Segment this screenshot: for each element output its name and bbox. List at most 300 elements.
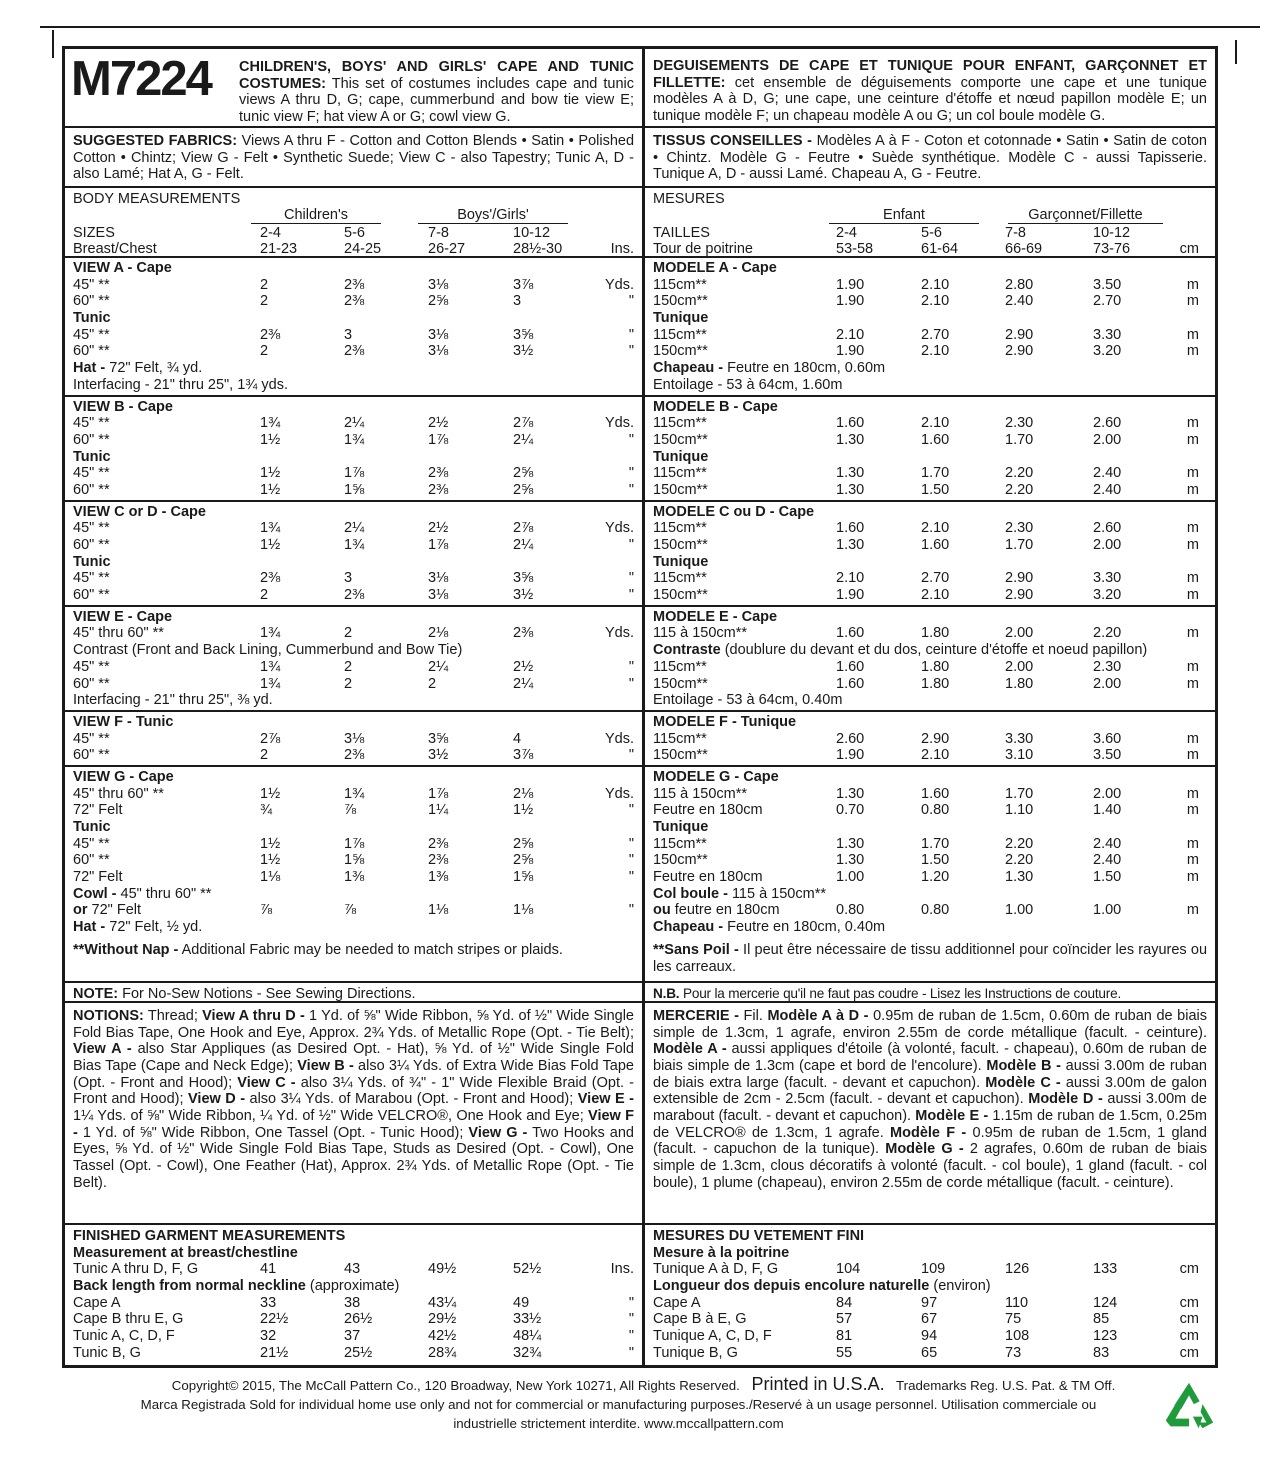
size-value: 2.80	[1005, 276, 1034, 293]
size-value: 1.60	[836, 625, 865, 642]
size-value: 1½	[260, 481, 281, 498]
row-label-text: Tunic A thru D, F, G	[73, 1261, 199, 1278]
row-label-text: 150cm**	[653, 431, 708, 448]
unit: "	[628, 570, 634, 587]
row-label-text: 150cm**	[653, 587, 708, 604]
size-value: 2.10	[921, 587, 950, 604]
unit: m	[1186, 802, 1199, 819]
row-label-text: 115 à 150cm**	[653, 785, 748, 802]
yardage-fr-row	[653, 659, 1207, 676]
notion-view-label: Modèle B -	[986, 1057, 1061, 1074]
yardage-en-row	[73, 293, 634, 310]
row-label	[653, 260, 777, 277]
notion-view-label: Modèle A -	[653, 1041, 727, 1058]
unit: m	[1186, 465, 1199, 482]
size-value: 3⅝	[428, 730, 449, 747]
row-label	[653, 587, 708, 604]
size-value: 2¼	[428, 658, 449, 675]
unit: Yds.	[604, 625, 634, 642]
size-value: 0.80	[921, 802, 950, 819]
yardage-en-row	[73, 731, 634, 748]
yardage-fr-heading	[653, 399, 1207, 416]
size-value: 2⅝	[513, 852, 534, 869]
size-value: 3	[344, 326, 353, 343]
row-label	[73, 570, 110, 587]
yardage-fr-row	[653, 852, 1207, 869]
row-label	[653, 554, 708, 571]
size-value: 2.10	[921, 276, 950, 293]
row-label-text: MESURES DU VETEMENT FINI	[653, 1227, 865, 1244]
size-value: 28¾	[428, 1344, 457, 1361]
measurements-header-en	[65, 188, 642, 258]
size-value: 94	[921, 1327, 938, 1344]
size-value: 0.80	[836, 902, 865, 919]
size-value: 1.70	[921, 835, 950, 852]
size-value: 1½	[513, 802, 534, 819]
finished-fr-row	[653, 1278, 1207, 1295]
notion-text: 1¼ Yds. of ⅝" Wide Ribbon, ¼ Yd. of ½" Wide VELCRO®, One Hook and Eye;	[73, 1108, 589, 1125]
size-value: 2⅜	[260, 326, 281, 343]
finished-fr-heading	[653, 1245, 1207, 1262]
unit: cm	[1179, 1311, 1199, 1328]
row-label	[653, 360, 885, 377]
row-label	[653, 399, 778, 416]
row-label	[653, 327, 707, 344]
yardage-fr-row	[653, 482, 1207, 499]
size-value: 1.30	[836, 537, 865, 553]
row-label-text: Cape B thru E, G	[73, 1311, 184, 1328]
yardage-en-heading	[73, 260, 634, 277]
unit: "	[628, 675, 634, 692]
yardage-en-row	[73, 537, 634, 554]
row-label	[73, 692, 273, 709]
yardage-en-row	[73, 327, 634, 344]
unit: m	[1186, 520, 1199, 537]
notion-text: also 3¼ Yds. of ¾" - 1" Wide Flexible Braid (Opt. - Front and Hood);	[73, 1074, 634, 1108]
size-value: 3⅛	[428, 326, 449, 343]
size-value: 21½	[260, 1344, 289, 1361]
row-label	[653, 343, 708, 360]
unit: m	[1186, 747, 1199, 764]
row-label	[73, 659, 110, 676]
yardage-fr-heading	[653, 310, 1207, 327]
finished-fr-row	[653, 1311, 1207, 1328]
notion-view-label: NOTIONS:	[73, 1007, 144, 1024]
size-value: 2	[344, 675, 353, 692]
row-label-text: Contrast (Front and Back Lining, Cummerbund and Bow Tie)	[73, 642, 463, 659]
size-value: 1½	[260, 431, 281, 448]
yardage-fr-row	[653, 343, 1207, 360]
size-value: 1⅞	[428, 431, 449, 448]
size-value: 3.20	[1093, 587, 1122, 604]
size-value: 1.70	[1005, 785, 1034, 802]
size-value: 2	[260, 587, 269, 604]
right-edge-mark	[1235, 40, 1237, 64]
size-value: 2.40	[1093, 852, 1122, 869]
size-value: 2.90	[1005, 570, 1034, 587]
size-value: 4	[513, 730, 522, 747]
yardage-fr-heading	[653, 714, 1207, 731]
size-value: 1.30	[836, 852, 865, 869]
size-value: 32	[260, 1327, 277, 1344]
row-label	[653, 836, 707, 853]
size-value: 2.20	[1093, 625, 1122, 642]
row-label	[653, 659, 707, 676]
yardage-fr-row	[653, 786, 1207, 803]
chest_label: Breast/Chest	[73, 241, 157, 258]
row-label-text: 60" **	[73, 293, 110, 310]
size-value: 2⅞	[513, 520, 534, 537]
yardage-fr-row	[653, 625, 1207, 642]
size-value: 75	[1005, 1311, 1022, 1328]
yardage-fr-row	[653, 377, 1207, 394]
size-value: 97	[921, 1294, 938, 1311]
unit: m	[1186, 785, 1199, 802]
size-value: 2¼	[513, 537, 534, 553]
size-value: 1¾	[344, 537, 365, 553]
row-label	[653, 714, 796, 731]
group-boys-girls: Boys'/Girls'	[418, 208, 568, 224]
size-value: 3.20	[1093, 343, 1122, 360]
size-value: 2.20	[1005, 852, 1034, 869]
size-value: 2.40	[1093, 835, 1122, 852]
row-label	[73, 819, 111, 836]
row-label-text: 115 à 150cm**	[653, 625, 748, 642]
size-value: 3	[344, 570, 353, 587]
notion-text: 1 Yd. of ⅝" Wide Ribbon, ⅝ Yd. of ½" Wide Single Fold Bias Tape, One Hook and Eye, Approx. 2¾ Yds. of Metallic Rope (Opt. - Tie Belt);	[73, 1007, 634, 1041]
row-label-bold: Back length from normal neckline	[73, 1277, 310, 1294]
yardage-en-row	[73, 415, 634, 432]
yardage-fr-view-block	[645, 607, 1215, 712]
footer-line-2: Marca Registrada Sold for individual home use only and not for commercial or manufacturing purposes./Reservé à un usage personnel. Utilisation commerciale ou	[140, 1397, 1097, 1412]
row-label	[73, 1295, 121, 1312]
row-label	[73, 415, 110, 432]
size-value: 1.60	[921, 785, 950, 802]
row-label-text: 115cm**	[653, 570, 707, 587]
row-label-text: Tunic	[73, 310, 111, 327]
row-label	[653, 1261, 778, 1278]
row-label-text: 60" **	[73, 343, 110, 360]
row-label	[653, 919, 885, 936]
row-label-text: Tunique	[653, 553, 709, 570]
size-value: ⅞	[260, 902, 273, 919]
yardage-fr-row	[653, 692, 1207, 709]
size-value: 3⅝	[513, 326, 534, 343]
size-value: 3.50	[1093, 276, 1122, 293]
chest-value: 26-27	[428, 241, 466, 258]
row-label-bold: or	[73, 902, 92, 919]
unit: "	[628, 747, 634, 764]
finished-en-row	[73, 1345, 634, 1362]
sizes-value: 7-8	[428, 224, 449, 241]
row-label-bold: ou	[653, 902, 675, 919]
unit: m	[1186, 902, 1199, 919]
row-label-text: 45" thru 60" **	[73, 785, 164, 802]
yardage-fr-row	[653, 432, 1207, 449]
row-label	[73, 852, 110, 869]
unit: Ins.	[610, 241, 634, 258]
unit: "	[628, 587, 634, 604]
notion-view-label: View A -	[73, 1041, 132, 1058]
row-label-text: (doublure du devant et du dos, ceinture d'étoffe et noeud papillon)	[724, 642, 1148, 659]
unit: "	[628, 869, 634, 886]
size-value: 2.00	[1005, 658, 1034, 675]
unit: cm	[1179, 241, 1199, 258]
row-label-bold: Chapeau -	[653, 919, 728, 936]
size-value: 104	[836, 1261, 861, 1278]
size-value: 2⅜	[344, 747, 365, 764]
row-label	[73, 1328, 175, 1345]
row-label-text: Tunique A, C, D, F	[653, 1327, 772, 1344]
row-label	[73, 520, 110, 537]
row-label-text: 115cm**	[653, 465, 707, 482]
row-label	[73, 277, 110, 294]
size-value: 2.60	[1093, 415, 1122, 432]
notion-view-label: Modèle C -	[985, 1074, 1061, 1091]
unit: m	[1186, 835, 1199, 852]
row-label-text: 115cm**	[653, 835, 707, 852]
size-value: 2.00	[1093, 785, 1122, 802]
size-value: 2.10	[921, 415, 950, 432]
unit: m	[1186, 415, 1199, 432]
nap-fr: **Sans Poil - Il peut être nécessaire de tissu additionnel pour coïncider les rayures ou les carreaux.	[645, 937, 1215, 983]
size-value: 22½	[260, 1311, 289, 1328]
size-value: 2¼	[344, 415, 365, 432]
size-value: 2.10	[921, 747, 950, 764]
row-label-bold: Hat -	[73, 360, 110, 377]
unit: m	[1186, 852, 1199, 869]
finished-en-row	[73, 1311, 634, 1328]
size-value: 1.60	[921, 537, 950, 553]
row-label	[73, 1228, 345, 1245]
unit: "	[628, 852, 634, 869]
notion-view-label: View B -	[297, 1057, 354, 1074]
size-value: 1.00	[836, 869, 865, 886]
sizes-value: 2-4	[260, 224, 281, 241]
row-label-text: 60" **	[73, 747, 110, 764]
sizes-value: 2-4	[836, 224, 857, 241]
size-value: 2½	[428, 415, 449, 432]
body-measurements-title: BODY MEASUREMENTS	[73, 191, 241, 207]
yardage-fr-row	[653, 919, 1207, 936]
size-value: 37	[344, 1327, 361, 1344]
size-value: ⅞	[344, 902, 357, 919]
size-value: 2.90	[921, 730, 950, 747]
unit: m	[1186, 293, 1199, 310]
row-label-text: VIEW F - Tunic	[73, 713, 174, 730]
size-value: 1.90	[836, 276, 865, 293]
size-value: 1.90	[836, 343, 865, 360]
size-value: 2.00	[1093, 431, 1122, 448]
row-label	[653, 1295, 701, 1312]
row-label-text: 60" **	[73, 675, 110, 692]
unit: "	[628, 1294, 634, 1311]
size-value: 2⅜	[428, 852, 449, 869]
row-label-text: 72" Felt, ¾ yd.	[109, 360, 203, 377]
yardage-fr-view-block	[645, 502, 1215, 607]
size-value: 67	[921, 1311, 938, 1328]
row-label-text: VIEW A - Cape	[73, 260, 172, 276]
row-label	[653, 609, 777, 626]
unit: "	[628, 343, 634, 360]
yardage-fr-row	[653, 327, 1207, 344]
row-label	[653, 886, 826, 903]
size-value: 3.30	[1093, 326, 1122, 343]
english-column	[65, 49, 645, 1365]
row-label-text: 115 à 150cm**	[731, 885, 826, 902]
yardage-en-row	[73, 886, 634, 903]
group-enfant: Enfant	[829, 208, 979, 224]
row-label	[73, 902, 141, 919]
yardage-fr-view-block	[645, 767, 1215, 937]
size-value: 1½	[260, 835, 281, 852]
notion-text: aussi 3.00m de galon extensible de 2cm - 2.5cm (facult. - devant et capuchon).	[653, 1074, 1207, 1108]
nap-en: **Without Nap - Additional Fabric may be needed to match stripes or plaids.	[65, 937, 642, 983]
yardage-fr-row	[653, 886, 1207, 903]
yardage-fr-row	[653, 293, 1207, 310]
unit: m	[1186, 625, 1199, 642]
size-value: 52½	[513, 1261, 542, 1278]
unit: "	[628, 481, 634, 498]
size-value: 2.30	[1005, 520, 1034, 537]
row-label	[73, 449, 111, 466]
yardage-fr-heading	[653, 609, 1207, 626]
unit: m	[1186, 481, 1199, 498]
row-label	[653, 449, 708, 466]
row-label	[73, 293, 110, 310]
notion-text: aussi 3.00m de ruban de biais extra large (facult. - devant et capuchon).	[653, 1057, 1207, 1091]
yardage-fr-heading	[653, 260, 1207, 277]
size-value: 2.00	[1005, 625, 1034, 642]
yardage-fr-row	[653, 537, 1207, 554]
row-label-text: Interfacing - 21" thru 25", 1¾ yds.	[73, 376, 289, 393]
unit: "	[628, 326, 634, 343]
row-label	[653, 625, 747, 642]
yardage-en-heading	[73, 449, 634, 466]
row-label-text: 60" **	[73, 587, 110, 604]
yardage-fr-row	[653, 731, 1207, 748]
row-label-text: 150cm**	[653, 343, 708, 360]
row-label-text: 115cm**	[653, 415, 707, 432]
row-label-text: MODELE G - Cape	[653, 768, 779, 785]
size-value: 55	[836, 1344, 853, 1361]
size-value: 1⅛	[513, 902, 534, 919]
description-en: CHILDREN'S, BOYS' AND GIRLS' CAPE AND TUNIC COSTUMES: This set of costumes includes cape and tunic views A thru D, G; cape, cummerbund and bow tie view E; tunic view F; hat view A or G; cowl view G.	[239, 59, 634, 126]
size-value: 1.30	[836, 835, 865, 852]
copyright-text: Copyright© 2015, The McCall Pattern Co., 120 Broadway, New York 10271, All Rights Reserved.	[171, 1378, 740, 1393]
unit: "	[628, 465, 634, 482]
row-label-text: 72" Felt, ½ yd.	[109, 919, 203, 936]
size-value: 2⅜	[344, 293, 365, 310]
size-value: 2¼	[513, 431, 534, 448]
row-label-text: Feutre en 180cm	[653, 869, 763, 886]
row-label-text: 45" **	[73, 326, 110, 343]
finished-fr-row	[653, 1261, 1207, 1278]
size-value: 2⅛	[513, 785, 534, 802]
size-value: 2⅜	[513, 625, 534, 642]
size-value: 2.70	[921, 570, 950, 587]
unit: Yds.	[604, 730, 634, 747]
sizes-value: 10-12	[1093, 224, 1131, 241]
row-label-text: 150cm**	[653, 293, 708, 310]
yardage-en-view-block	[65, 767, 642, 937]
row-label-bold: Longueur dos depuis encolure naturelle	[653, 1277, 934, 1294]
row-label	[73, 1345, 141, 1362]
yardage-en-row	[73, 852, 634, 869]
finished-en-row	[73, 1328, 634, 1345]
chest-value: 53-58	[836, 241, 874, 258]
size-value: 2⅜	[428, 481, 449, 498]
row-label-text: Tunic	[73, 553, 111, 570]
size-value: 2	[428, 675, 437, 692]
yardage-en-heading	[73, 819, 634, 836]
notion-view-label: View C -	[237, 1074, 296, 1091]
yardage-fr-row	[653, 465, 1207, 482]
yardage-fr-row	[653, 520, 1207, 537]
yardage-en-heading	[73, 504, 634, 521]
size-value: 1⅛	[260, 869, 281, 886]
trademark-text: Trademarks Reg. U.S. Pat. & TM Off.	[896, 1378, 1116, 1393]
yardage-en-view-block	[65, 502, 642, 607]
row-label	[653, 482, 708, 499]
row-label-text: VIEW E - Cape	[73, 608, 173, 625]
finished-en-row	[73, 1295, 634, 1312]
size-value: 1.30	[836, 481, 865, 498]
notion-view-label: Modèle A à D -	[767, 1007, 869, 1024]
row-label-text: 60" **	[73, 481, 110, 498]
row-label	[653, 852, 708, 869]
row-label-bold: Hat -	[73, 919, 110, 936]
size-value: 2¼	[513, 675, 534, 692]
notion-text: aussi 3.00m de marabout (facult. - devant et capuchon).	[653, 1091, 1207, 1125]
size-value: 49½	[428, 1261, 457, 1278]
row-label-text: Mesure à la poitrine	[653, 1244, 790, 1261]
size-value: 84	[836, 1294, 853, 1311]
size-value: 2⅜	[428, 835, 449, 852]
size-value: 3.50	[1093, 747, 1122, 764]
size-value: 1⅞	[428, 785, 449, 802]
row-label	[73, 360, 202, 377]
row-label	[653, 520, 707, 537]
row-label	[653, 570, 707, 587]
yardage-en-row	[73, 625, 634, 642]
row-label-text: 60" **	[73, 852, 110, 869]
size-value: 1.90	[836, 293, 865, 310]
finished-en-heading	[73, 1245, 634, 1262]
unit: m	[1186, 675, 1199, 692]
finished-fr-heading	[653, 1228, 1207, 1245]
yardage-en-row	[73, 432, 634, 449]
yardage-en-row	[73, 570, 634, 587]
row-label	[653, 504, 814, 521]
fabrics-en: SUGGESTED FABRICS: Views A thru F - Cotton and Cotton Blends • Satin • Polished Cotton • Chintz; View G - Felt • Synthetic Suede; View C - also Tapestry; Tunic A, D - also Lamé; Hat A, G - Felt.	[65, 128, 642, 188]
size-value: 1⅞	[344, 835, 365, 852]
unit: "	[628, 1327, 634, 1344]
row-label	[73, 642, 462, 659]
size-value: 1.50	[1093, 869, 1122, 886]
size-value: 1.80	[921, 658, 950, 675]
size-value: 3⅞	[513, 747, 534, 764]
unit: cm	[1179, 1294, 1199, 1311]
row-label-text: 115cm**	[653, 326, 707, 343]
unit: m	[1186, 537, 1199, 553]
size-value: 1.10	[1005, 802, 1034, 819]
size-value: 2⅞	[260, 730, 281, 747]
notion-view-label: View A thru D -	[202, 1007, 305, 1024]
notion-text: 1 Yd. of ⅝" Wide Ribbon, One Tassel (Opt. - Tunic Hood);	[77, 1124, 469, 1141]
row-label	[73, 869, 122, 886]
yardage-en-heading	[73, 769, 634, 786]
